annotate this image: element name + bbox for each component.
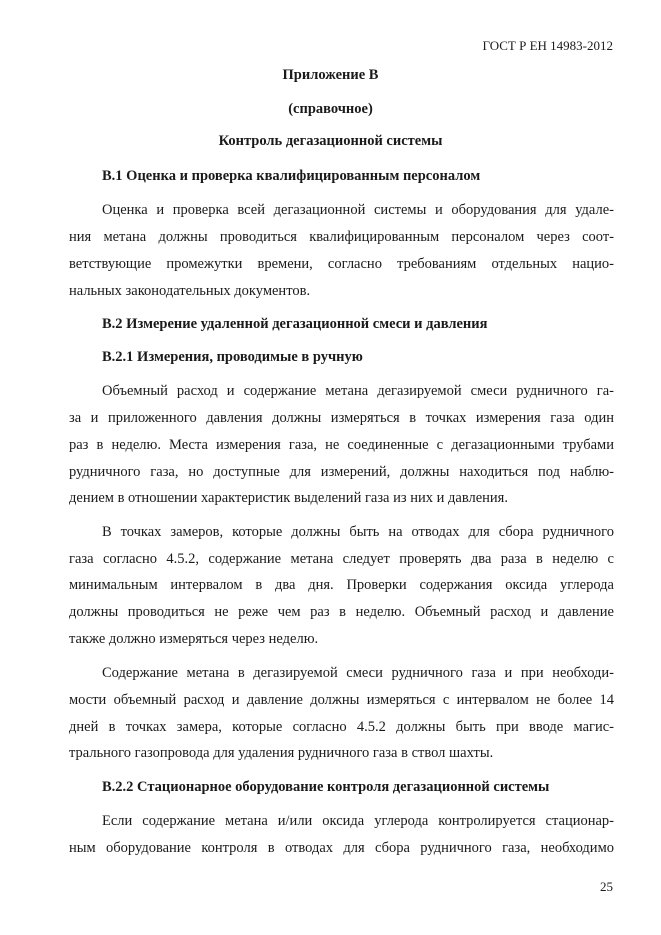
section-b22-title: В.2.2 Стационарное оборудование контроля дегазационной системы: [102, 779, 550, 795]
paragraph-line: Объемный расход и содержание метана дегазируемой смеси рудничного га-: [102, 383, 614, 399]
paragraph-line: также должно измеряться через неделю.: [69, 631, 319, 647]
section-b21-title: В.2.1 Измерения, проводимые в ручную: [102, 349, 363, 365]
standard-code: ГОСТ Р ЕН 14983-2012: [482, 38, 613, 53]
paragraph-line: Содержание метана в дегазируемой смеси рудничного газа и при необходи-: [102, 665, 614, 681]
paragraph-line: дней в точках замера, которые согласно 4.5.2 должны быть при вводе магис-: [69, 719, 614, 735]
paragraph-line: трального газопровода для удаления рудничного газа в ствол шахты.: [69, 745, 494, 761]
paragraph-line: мости объемный расход и давление должны измеряться с интервалом не более 14: [69, 692, 614, 708]
paragraph-line: за и приложенного давления должны измеряться в точках измерения газа один: [69, 410, 614, 426]
section-b2-title: В.2 Измерение удаленной дегазационной смеси и давления: [102, 316, 488, 332]
paragraph-line: рудничного газа, но доступные для измерений, должны находиться под наблю-: [69, 464, 614, 480]
paragraph-line: газа согласно 4.5.2, содержание метана следует проверять два раза в неделю с: [69, 551, 614, 567]
paragraph-line: Оценка и проверка всей дегазационной системы и оборудования для удале-: [102, 202, 614, 218]
appendix-title: Приложение В: [282, 67, 379, 83]
paragraph-line: минимальным интервалом в два дня. Проверки содержания оксида углерода: [69, 577, 614, 593]
paragraph-line: должны проводиться не реже чем раз в неделю. Объемный расход и давление: [69, 604, 614, 620]
appendix-subtitle: (справочное): [288, 101, 373, 117]
paragraph-line: Если содержание метана и/или оксида углерода контролируется стационар-: [102, 813, 614, 829]
paragraph-line: ным оборудование контроля в отводах для сбора рудничного газа, необходимо: [69, 840, 614, 856]
paragraph-line: дением в отношении характеристик выделений газа из них и давления.: [69, 490, 508, 506]
paragraph-line: нальных законодательных документов.: [69, 283, 311, 299]
page-number: 25: [600, 879, 613, 894]
section-b1-title: В.1 Оценка и проверка квалифицированным персоналом: [102, 168, 481, 184]
paragraph-line: В точках замеров, которые должны быть на отводах для сбора рудничного: [102, 524, 614, 540]
appendix-heading: Контроль дегазационной системы: [218, 133, 443, 149]
paragraph-line: ветствующие промежутки времени, согласно требованиям отдельных нацио-: [69, 256, 614, 272]
paragraph-line: ния метана должны проводиться квалифицированным персоналом через соот-: [69, 229, 614, 245]
paragraph-line: раз в неделю. Места измерения газа, не соединенные с дегазационными трубами: [69, 437, 614, 453]
